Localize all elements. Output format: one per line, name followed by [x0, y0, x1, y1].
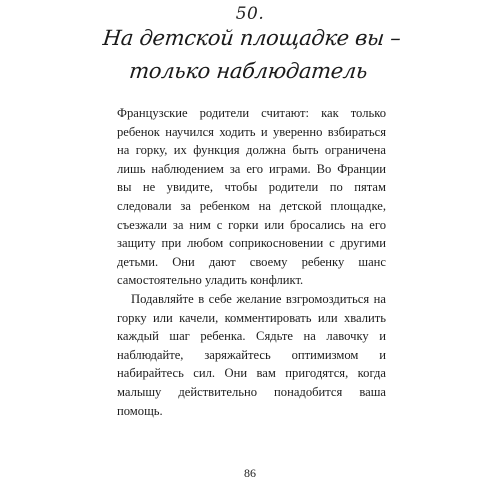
- chapter-title-line-1: На детской площадке вы –: [101, 26, 402, 50]
- body-text: [117, 104, 386, 420]
- chapter-number: 50.: [235, 4, 265, 24]
- chapter-title-line-2: только наблюдатель: [128, 59, 369, 83]
- paragraph-1: Французские родители считают: как только ребенок научился ходить и уверенно взбираться на горку, их функция должна быть ограничена лишь наблюдением за его играми. Во Франции вы не увидите, чтобы родители по пятам следовали за ребенком на детской площадке, съезжали за ним с горки или бросались на его защиту при любом соприкосновении с другими детьми. Они дают своему ребенку шанс самостоятельно уладить конфликт.: [117, 106, 386, 288]
- chapter-title: [87, 22, 414, 88]
- page-number: 86: [244, 466, 256, 480]
- paragraph-2: Подавляйте в себе желание взгромоздиться на горку или качели, комментировать или хвалить каждый шаг ребенка. Сядьте на лавочку и наблюдайте, заряжайтесь оптимизмом и набирайтесь сил. Они вам пригодятся, когда малышу действительно понадобится ваша помощь.: [117, 291, 386, 418]
